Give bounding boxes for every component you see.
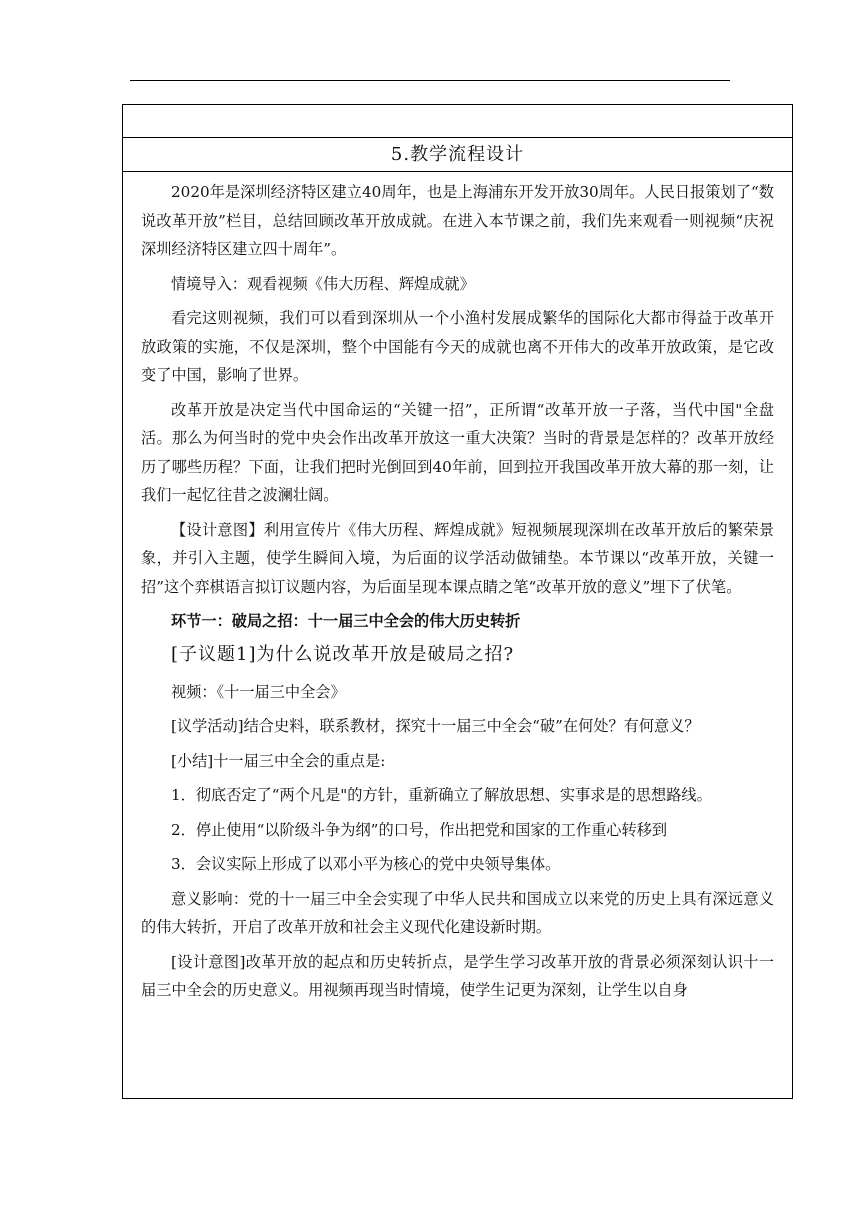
- design-intent-1: 【设计意图】利用宣传片《伟大历程、辉煌成就》短视频展现深圳在改革开放后的繁荣景象，并引入主题，使学生瞬间入境，为后面的议学活动做铺垫。本节课以“改革开放，关键一招”这个弈棋语言拟订议题内容，为后面呈现本课点睛之笔“改革开放的意义”埋下了伏笔。: [141, 520, 774, 596]
- lesson-table: [122, 104, 793, 1099]
- summary-point-1: 1．彻底否定了“两个凡是"的方针，重新确立了解放思想、实事求是的思想路线。: [171, 786, 712, 804]
- content-cell: [123, 172, 792, 1098]
- sub-topic-1: [子议题1]为什么说改革开放是破局之招?: [171, 643, 515, 665]
- segment-heading: 环节一：破局之招：十一届三中全会的伟大历史转折: [171, 612, 521, 630]
- empty-row: [123, 105, 792, 138]
- key-move-paragraph: 改革开放是决定当代中国命运的“关键一招”，正所谓“改革开放一子落，当代中国"全盘活。那么为何当时的党中央会作出改革开放这一重大决策？当时的背景是怎样的？改革开放经历了哪些历程？下面，让我们把时光倒回到40年前，回到拉开我国改革开放大幕的那一刻，让我们一起忆往昔之波澜壮阔。: [141, 400, 774, 504]
- header-rule: [130, 80, 730, 81]
- summary-point-2: 2．停止使用“以阶级斗争为纲”的口号，作出把党和国家的工作重心转移到: [171, 820, 668, 839]
- design-intent-2: [设计意图]改革开放的起点和历史转折点，是学生学习改革开放的背景必须深刻认识十一届三中全会的历史意义。用视频再现当时情境，使学生记更为深刻，让学生以自身: [141, 952, 774, 999]
- section-title: 5.教学流程设计: [123, 138, 792, 172]
- activity-paragraph: [议学活动]结合史料，联系教材，探究十一届三中全会“破”在何处？有何意义？: [171, 717, 700, 735]
- scenario-intro: 情境导入：观看视频《伟大历程、辉煌成就》: [171, 274, 475, 293]
- summary-point-3: 3．会议实际上形成了以邓小平为核心的党中央领导集体。: [171, 855, 561, 873]
- significance-paragraph: 意义影响：党的十一届三中全会实现了中华人民共和国成立以来党的历史上具有深远意义的伟大转折，开启了改革开放和社会主义现代化建设新时期。: [141, 889, 774, 936]
- video-reflection: 看完这则视频，我们可以看到深圳从一个小渔村发展成繁华的国际化大都市得益于改革开放政策的实施，不仅是深圳，整个中国能有今天的成就也离不开伟大的改革开放政策，是它改变了中国，影响了世界。: [141, 309, 774, 384]
- summary-heading: [小结]十一届三中全会的重点是:: [171, 751, 386, 770]
- intro-paragraph: 2020年是深圳经济特区建立40周年，也是上海浦东开发开放30周年。人民日报策划了“数说改革开放”栏目，总结回顾改革开放成就。在进入本节课之前，我们先来观看一则视频“庆祝深圳经济特区建立四十周年”。: [141, 183, 774, 258]
- video-title: 视频：《十一届三中全会》: [171, 682, 346, 701]
